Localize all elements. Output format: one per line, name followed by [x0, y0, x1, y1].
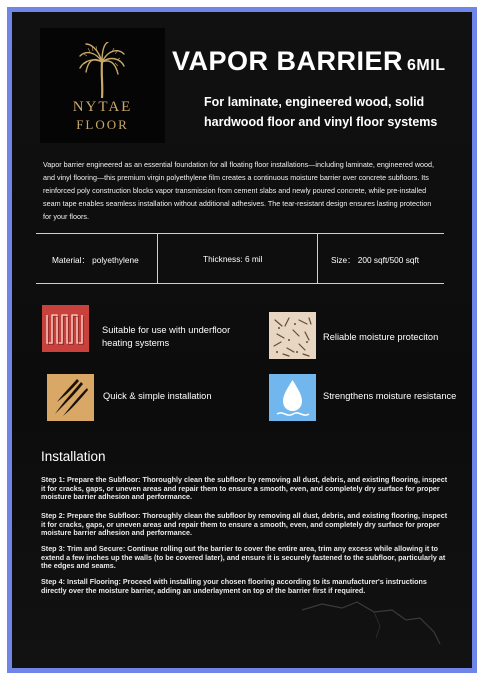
- moisture-texture-icon: [269, 312, 316, 359]
- spec-material: Material： polyethylene: [52, 255, 139, 265]
- intro-paragraph: Vapor barrier engineered as an essential foundation for all floating floor installations—including laminate, engineered wood, and vinyl flooring—this premium virgin polyethylene film creates a continuous moisture barrier over concrete subfloors. Its reinforced poly construction blocks vapor transmission from cement slabs and newly poured concrete, while pre-installed seam tape enables seamless installation without additional adhesives. The tear-resistant design ensures lasting protection for your floors.: [43, 160, 435, 221]
- claw-scratch-icon: [47, 374, 94, 421]
- product-title-suffix: 6MIL: [407, 57, 446, 74]
- spec-divider-bottom: [36, 283, 444, 284]
- poster-frame: [7, 7, 477, 673]
- spec-divider: [317, 233, 318, 283]
- feature-label-moisture: Reliable moisture proteciton: [323, 332, 439, 342]
- spec-divider: [157, 233, 158, 283]
- brand-subtitle: FLOOR: [76, 117, 129, 132]
- spec-row: [36, 225, 444, 283]
- product-subtitle: For laminate, engineered wood, solid hardwood floor and vinyl floor systems: [204, 95, 438, 129]
- spec-thickness: Thickness: 6 mil: [203, 254, 263, 264]
- underfloor-heating-icon: [42, 305, 89, 352]
- feature-label-heating: Suitable for use with underfloor heating systems: [102, 325, 231, 348]
- install-step-2: Step 2: Prepare the Subfloor: Thoroughly clean the subfloor by removing all dust, debris, and existing flooring, inspect it for cracks, gaps, or uneven areas and repair them to ensure a smooth, even, and completely dry surface for proper moisture barrier adhesion and performance.: [41, 511, 448, 538]
- crack-decoration: [302, 598, 442, 648]
- water-drop-icon: [269, 374, 316, 421]
- product-title-main: VAPOR BARRIER: [172, 46, 404, 76]
- install-step-1: Step 1: Prepare the Subfloor: Thoroughly clean the subfloor by removing all dust, debris, and existing flooring, inspect it for cracks, gaps, or uneven areas and repair them to ensure a smooth, even, and completely dry surface for proper moisture barrier adhesion and performance.: [41, 475, 448, 502]
- spec-divider-top: [36, 233, 444, 234]
- feature-label-water: Strengthens moisture resistance: [323, 391, 457, 401]
- install-step-3: Step 3: Trim and Secure: Continue rolling out the barrier to cover the entire area, trim any excess while allowing it to extend a few inches up the walls (to be covered later), and ensure it is securely fastened to the subfloor, particularly at the edges and seams.: [41, 544, 446, 571]
- spec-size: Size： 200 sqft/500 sqft: [331, 255, 420, 265]
- install-step-4: Step 4: Install Flooring: Proceed with installing your chosen flooring according to its manufacturer's instructions directly over the moisture barrier, adding an underlayment on top of the barrier first if required.: [41, 577, 427, 595]
- product-title: [172, 46, 445, 77]
- installation-heading: Installation: [41, 449, 106, 464]
- brand-logo: [40, 28, 165, 143]
- poster-body: [12, 12, 472, 668]
- palm-tree-icon: [78, 42, 126, 98]
- feature-label-installation: Quick & simple installation: [103, 391, 212, 401]
- brand-name: NYTAE: [72, 99, 133, 115]
